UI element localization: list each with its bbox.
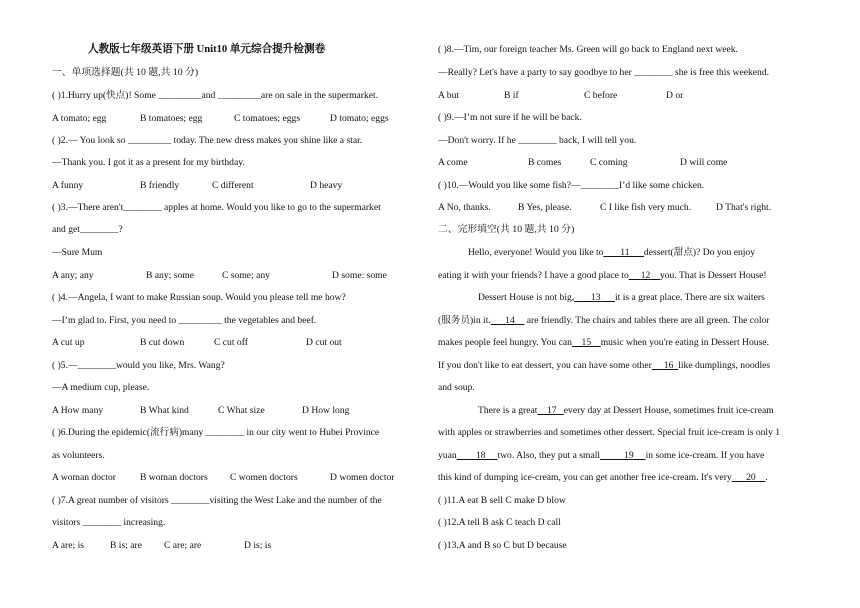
question-5-options [52, 405, 349, 417]
blank-number: 14 [505, 315, 515, 326]
option: A tomato; egg [52, 113, 107, 124]
cloze-text: like dumplings, noodles [678, 360, 771, 371]
cloze-blank-18 [457, 450, 498, 461]
section-heading-cloze: 二、完形填空(共 10 题,共 10 分) [438, 224, 575, 235]
blank-number: 12 [640, 270, 651, 281]
cloze-line [438, 315, 770, 327]
question-12: ( )12.A tell B ask C teach D call [438, 517, 561, 528]
question-7: ( )7.A great number of visitors ________visiting the West Lake and the number of the [52, 495, 382, 506]
question-9-reply: —Don't worry. If he ________ back, I will tell you. [438, 135, 637, 146]
cloze-text: it is a great place. There are six waiters [614, 292, 765, 303]
question-8: ( )8.—Tim, our foreign teacher Ms. Green will go back to England next week. [438, 44, 738, 55]
cloze-line [438, 472, 768, 484]
cloze-line [438, 382, 475, 394]
option: A any; any [52, 270, 94, 281]
question-3-cont: and get________? [52, 224, 123, 235]
question-6-options [52, 472, 394, 484]
option: C coming [590, 157, 628, 168]
cloze-blank-11 [603, 247, 643, 258]
option: B comes [528, 157, 562, 168]
cloze-line [438, 450, 764, 462]
option: B friendly [140, 180, 180, 191]
cloze-line [438, 270, 767, 282]
option: D cut out [306, 337, 342, 348]
question-6: ( )6.During the epidemic(流行病)many ________ in our city went to Hubei Province [52, 427, 380, 438]
option: C before [584, 90, 618, 101]
option: B tomatoes; egg [140, 113, 203, 124]
option: C tomatoes; eggs [234, 113, 301, 124]
option: B cut down [140, 337, 185, 348]
cloze-text: There is a great [478, 405, 538, 416]
cloze-text: If you don't like to eat dessert, you can have some other [438, 360, 652, 371]
question-2-options [52, 180, 342, 192]
cloze-text: (服务员)in it. [438, 315, 491, 326]
option: A How many [52, 405, 104, 416]
cloze-text: you. That is Dessert House! [659, 270, 767, 281]
blank-number: 16 [663, 360, 674, 371]
option: A but [438, 90, 460, 101]
cloze-text: every day at Dessert House, sometimes fruit ice-cream [563, 405, 774, 416]
question-1: ( )1.Hurry up(快点)! Some _________and _________are on sale in the supermarket. [52, 90, 379, 101]
question-4: ( )4.—Angela, I want to make Russian soup. Would you please tell me how? [52, 292, 346, 303]
option: B if [504, 90, 519, 101]
option: A are; is [52, 540, 84, 551]
option: C What size [218, 405, 265, 416]
option: C cut off [214, 337, 248, 348]
option: D or [666, 90, 684, 101]
question-8-options [438, 90, 683, 102]
option: C are; are [164, 540, 202, 551]
option: A No, thanks. [438, 202, 491, 213]
cloze-text: dessert(甜点)? Do you enjoy [643, 247, 756, 258]
blank-number: 13 [591, 292, 601, 303]
option: A funny [52, 180, 84, 191]
option: A come [438, 157, 468, 168]
cloze-text: with apples or strawberries and sometimes other dessert. Special fruit ice-cream is only 1 [438, 427, 781, 438]
blank-number: 19 [624, 450, 634, 461]
cloze-text: and soup. [438, 382, 475, 393]
option: D will come [680, 157, 728, 168]
question-8-reply: —Really? Let's have a party to say goodbye to her ________ she is free this weekend. [438, 67, 770, 78]
question-10-options [438, 202, 771, 214]
cloze-text: two. Also, they put a small [497, 450, 601, 461]
question-3-options [52, 270, 387, 282]
option: C I like fish very much. [600, 202, 692, 213]
cloze-blank-13 [574, 292, 615, 303]
cloze-line [438, 427, 780, 439]
question-3: ( )3.—There aren't________ apples at home. Would you like to go to the supermarket [52, 202, 381, 213]
question-9-options [438, 157, 727, 169]
option: D How long [302, 405, 350, 416]
question-11: ( )11.A eat B sell C make D blow [438, 495, 566, 506]
cloze-blank-15 [572, 337, 601, 348]
question-2: ( )2.— You look so _________ today. The new dress makes you shine like a star. [52, 135, 363, 146]
cloze-blank-16 [652, 360, 678, 371]
cloze-line [478, 292, 765, 304]
question-5: ( )5.—________would you like, Mrs. Wang? [52, 360, 225, 371]
option: C women doctors [230, 472, 298, 483]
question-1-options [52, 113, 389, 125]
question-7-cont: visitors ________ increasing. [52, 517, 166, 528]
question-3-reply: —Sure Mum [52, 247, 103, 258]
question-4-options [52, 337, 342, 349]
blank-number: 15 [581, 337, 592, 348]
question-2-reply: —Thank you. I got it as a present for my birthday. [52, 157, 245, 168]
option: A woman doctor [52, 472, 116, 483]
option: D is; is [244, 540, 272, 551]
option: C different [212, 180, 254, 191]
blank-number: 20 [746, 472, 756, 483]
cloze-line [478, 405, 774, 417]
question-6-cont: as volunteers. [52, 450, 105, 461]
cloze-text: eating it with your friends? I have a good place to [438, 270, 629, 281]
option: B is; are [110, 540, 142, 551]
cloze-text: yuan [438, 450, 457, 461]
blank-number: 18 [475, 450, 486, 461]
option: B Yes, please. [518, 202, 572, 213]
option: D some: some [332, 270, 387, 281]
option: B What kind [140, 405, 189, 416]
option: D women doctor [330, 472, 395, 483]
option: C some; any [222, 270, 270, 281]
cloze-line [468, 247, 755, 259]
option: D That's right. [716, 202, 772, 213]
option: B any; some [146, 270, 194, 281]
blank-number: 17 [547, 405, 557, 416]
question-10: ( )10.—Would you like some fish?—________I’d like some chicken. [438, 180, 705, 191]
cloze-blank-17 [537, 405, 563, 416]
blank-number: 11 [620, 247, 630, 258]
cloze-text: are friendly. The chairs and tables there are all green. The color [524, 315, 770, 326]
option: A cut up [52, 337, 85, 348]
cloze-text: Dessert House is not big, [478, 292, 575, 303]
cloze-line [438, 360, 770, 372]
question-13: ( )13.A and B so C but D because [438, 540, 567, 551]
page-title: 人教版七年级英语下册 Unit10 单元综合提升检测卷 [88, 44, 326, 55]
cloze-text: makes people feel hungry. You can [438, 337, 572, 348]
section-heading-multiple-choice: 一、单项选择题(共 10 题,共 10 分) [52, 67, 199, 78]
cloze-text: in some ice-cream. If you have [645, 450, 765, 461]
cloze-text: . [765, 472, 768, 483]
cloze-blank-12 [629, 270, 660, 281]
cloze-blank-19 [600, 450, 646, 461]
option: B woman doctors [140, 472, 208, 483]
cloze-line [438, 337, 769, 349]
question-7-options [52, 540, 271, 552]
cloze-blank-14 [491, 315, 525, 326]
option: D tomato; eggs [330, 113, 389, 124]
option: D heavy [310, 180, 343, 191]
question-9: ( )9.—I’m not sure if he will be back. [438, 112, 582, 123]
cloze-text: this kind of dumping ice-cream, you can get another free ice-cream. It's very [438, 472, 732, 483]
question-4-reply: —I’m glad to. First, you need to _________ the vegetables and beef. [52, 315, 317, 326]
cloze-blank-20 [732, 472, 766, 483]
cloze-text: Hello, everyone! Would you like to [468, 247, 604, 258]
cloze-text: music when you're eating in Dessert House. [600, 337, 769, 348]
question-5-reply: —A medium cup, please. [52, 382, 150, 393]
